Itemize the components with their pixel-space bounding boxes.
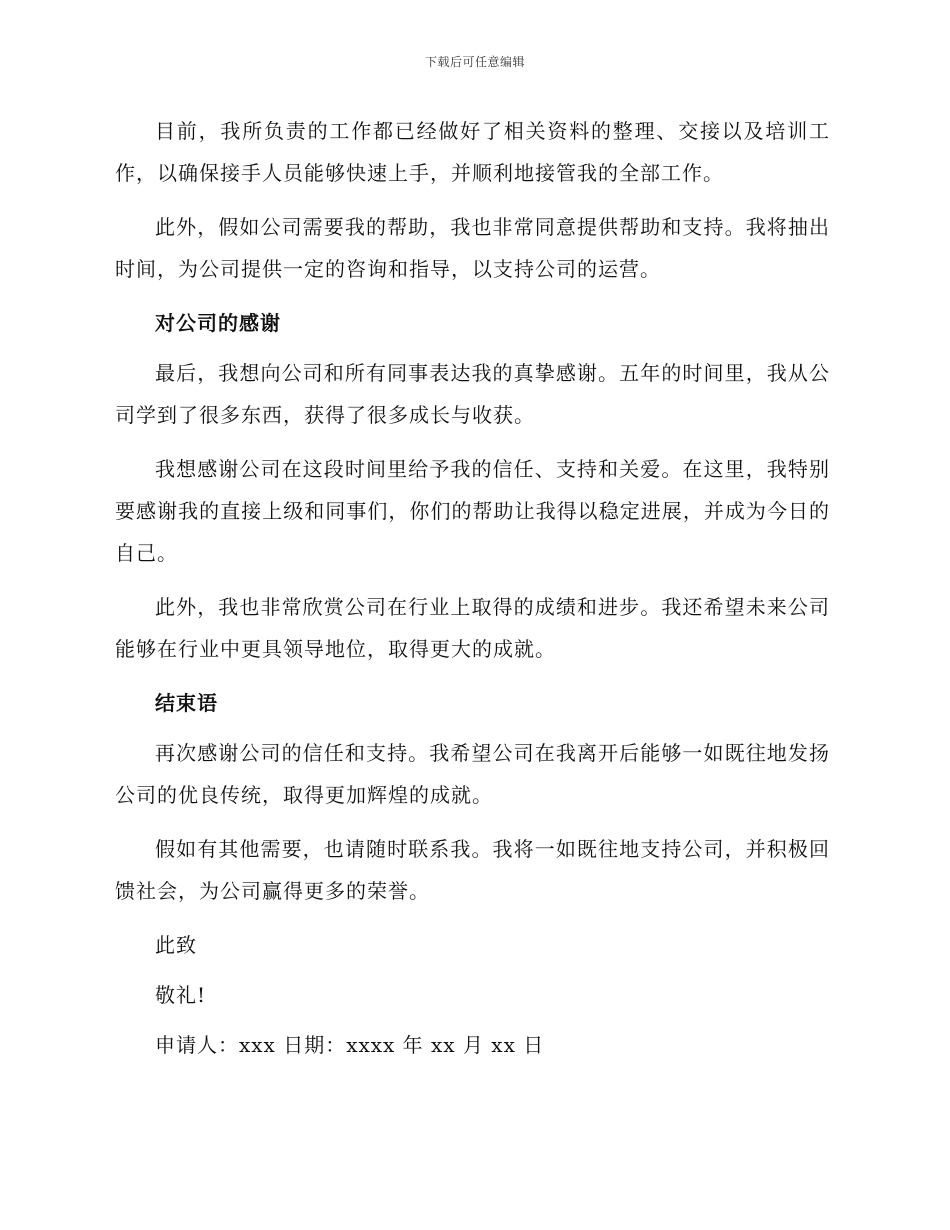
section-heading-thanks: 对公司的感谢 xyxy=(155,311,281,335)
paragraph-thanks-colleagues: 我想感谢公司在这段时间里给予我的信任、支持和关爱。在这里，我特别要感谢我的直接上级和同事们，你们的帮助让我得以稳定进展，并成为今日的自己。 xyxy=(115,457,830,565)
page-header: 下载后可任意编辑 xyxy=(424,55,525,69)
paragraph-final-thanks: 再次感谢公司的信任和支持。我希望公司在我离开后能够一如既往地发扬公司的优良传统，取得更加辉煌的成就。 xyxy=(115,741,830,807)
document-body xyxy=(115,110,830,1074)
paragraph-gratitude: 最后，我想向公司和所有同事表达我的真挚感谢。五年的时间里，我从公司学到了很多东西，获得了很多成长与收获。 xyxy=(115,361,830,427)
closing-regards: 敬礼! xyxy=(155,983,207,1007)
signature-line: 申请人：xxx 日期：xxxx 年 xx 月 xx 日 xyxy=(155,1033,545,1057)
paragraph-appreciation: 此外，我也非常欣赏公司在行业上取得的成绩和进步。我还希望未来公司能够在行业中更具领导地位，取得更大的成就。 xyxy=(115,595,830,661)
paragraph-handover: 目前，我所负责的工作都已经做好了相关资料的整理、交接以及培训工作，以确保接手人员能够快速上手，并顺利地接管我的全部工作。 xyxy=(115,119,830,185)
paragraph-support-offer: 此外，假如公司需要我的帮助，我也非常同意提供帮助和支持。我将抽出时间，为公司提供一定的咨询和指导，以支持公司的运营。 xyxy=(115,215,830,281)
paragraph-contact: 假如有其他需要，也请随时联系我。我将一如既往地支持公司，并积极回馈社会，为公司赢得更多的荣誉。 xyxy=(115,837,830,903)
section-heading-conclusion: 结束语 xyxy=(155,691,218,715)
closing-salutation: 此致 xyxy=(155,933,197,957)
